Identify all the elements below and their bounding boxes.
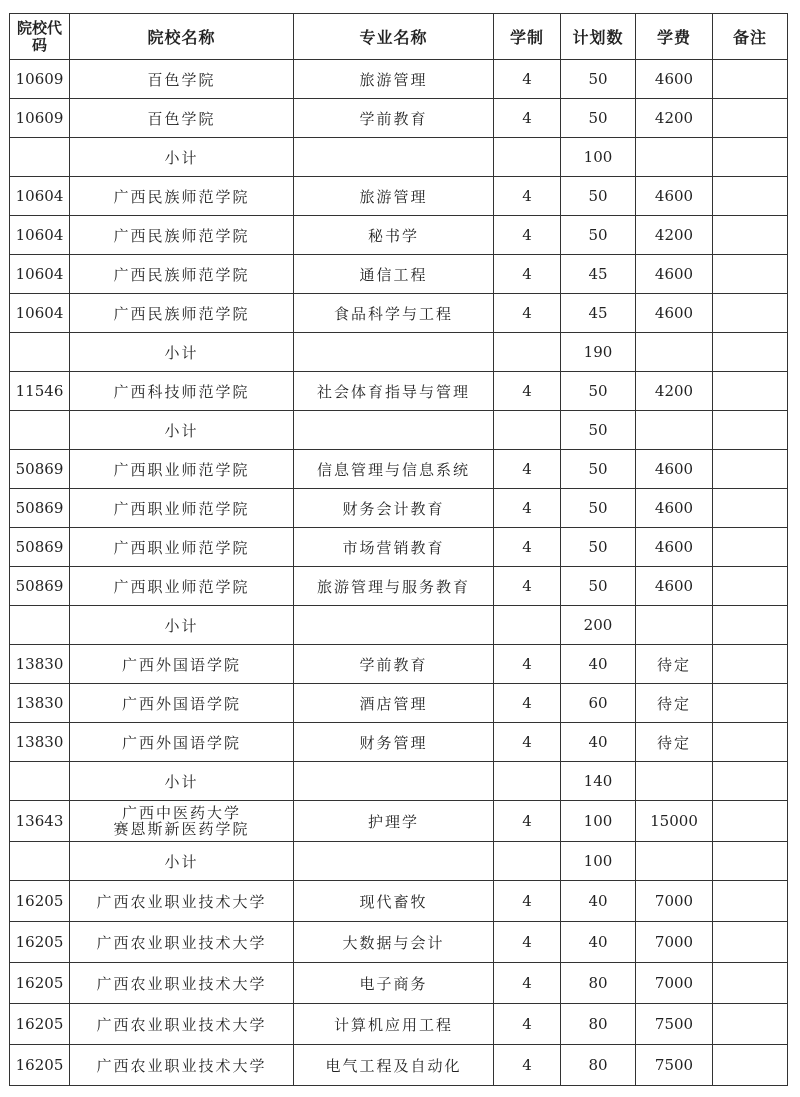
- table-row: [10, 216, 788, 255]
- table-row: [10, 723, 788, 762]
- cell-code: 50869: [10, 567, 70, 606]
- cell-major: [294, 138, 494, 177]
- cell-years: 4: [494, 1045, 561, 1086]
- table-row: [10, 1004, 788, 1045]
- cell-fee: [636, 411, 713, 450]
- cell-major: 旅游管理: [294, 177, 494, 216]
- cell-years: 4: [494, 645, 561, 684]
- cell-subtotal-label: 小计: [70, 138, 294, 177]
- cell-school: 广西职业师范学院: [70, 528, 294, 567]
- cell-major: 信息管理与信息系统: [294, 450, 494, 489]
- cell-code: 13830: [10, 723, 70, 762]
- table-header-row: [10, 14, 788, 60]
- cell-years: [494, 411, 561, 450]
- cell-major: 计算机应用工程: [294, 1004, 494, 1045]
- cell-fee: 7500: [636, 1045, 713, 1086]
- cell-years: [494, 138, 561, 177]
- cell-fee: 4200: [636, 99, 713, 138]
- cell-major: 电气工程及自动化: [294, 1045, 494, 1086]
- cell-plan: 40: [561, 723, 636, 762]
- cell-major: 学前教育: [294, 645, 494, 684]
- table-row: [10, 255, 788, 294]
- cell-school: 广西外国语学院: [70, 645, 294, 684]
- cell-subtotal-label: 小计: [70, 842, 294, 881]
- cell-note: [713, 372, 788, 411]
- cell-code: 13830: [10, 645, 70, 684]
- cell-note: [713, 528, 788, 567]
- cell-code: 50869: [10, 489, 70, 528]
- cell-plan: 100: [561, 801, 636, 842]
- cell-code: [10, 411, 70, 450]
- cell-plan-total: 200: [561, 606, 636, 645]
- cell-note: [713, 922, 788, 963]
- table-row: [10, 645, 788, 684]
- cell-fee: 4600: [636, 294, 713, 333]
- cell-years: [494, 606, 561, 645]
- cell-major: 电子商务: [294, 963, 494, 1004]
- cell-plan: 60: [561, 684, 636, 723]
- header-fee: 学费: [636, 14, 713, 60]
- cell-note: [713, 294, 788, 333]
- cell-note: [713, 411, 788, 450]
- header-note: 备注: [713, 14, 788, 60]
- cell-subtotal-label: 小计: [70, 333, 294, 372]
- header-school: 院校名称: [70, 14, 294, 60]
- cell-major: 酒店管理: [294, 684, 494, 723]
- table-row: [10, 567, 788, 606]
- cell-fee: 4600: [636, 60, 713, 99]
- header-code: 院校代码: [10, 14, 70, 60]
- cell-fee: [636, 762, 713, 801]
- cell-note: [713, 1004, 788, 1045]
- cell-note: [713, 567, 788, 606]
- cell-note: [713, 60, 788, 99]
- cell-school: 广西农业职业技术大学: [70, 1004, 294, 1045]
- table-row: [10, 922, 788, 963]
- subtotal-row: [10, 411, 788, 450]
- cell-major: [294, 411, 494, 450]
- header-plan: 计划数: [561, 14, 636, 60]
- cell-years: 4: [494, 801, 561, 842]
- cell-note: [713, 842, 788, 881]
- cell-major: 社会体育指导与管理: [294, 372, 494, 411]
- cell-years: 4: [494, 1004, 561, 1045]
- subtotal-row: [10, 842, 788, 881]
- table-row: [10, 294, 788, 333]
- cell-note: [713, 99, 788, 138]
- cell-subtotal-label: 小计: [70, 606, 294, 645]
- cell-major: [294, 842, 494, 881]
- table-row: [10, 372, 788, 411]
- cell-code: [10, 606, 70, 645]
- cell-years: 4: [494, 177, 561, 216]
- table-row: [10, 60, 788, 99]
- cell-code: 11546: [10, 372, 70, 411]
- cell-school: 广西职业师范学院: [70, 450, 294, 489]
- cell-note: [713, 1045, 788, 1086]
- table-row: [10, 881, 788, 922]
- cell-school: 广西民族师范学院: [70, 216, 294, 255]
- cell-years: 4: [494, 723, 561, 762]
- cell-code: [10, 842, 70, 881]
- cell-fee: 4600: [636, 489, 713, 528]
- cell-note: [713, 177, 788, 216]
- cell-years: 4: [494, 528, 561, 567]
- cell-school: 广西民族师范学院: [70, 255, 294, 294]
- cell-years: 4: [494, 684, 561, 723]
- cell-subtotal-label: 小计: [70, 762, 294, 801]
- cell-school: 广西职业师范学院: [70, 489, 294, 528]
- table-row: [10, 684, 788, 723]
- cell-major: 大数据与会计: [294, 922, 494, 963]
- cell-fee: 4200: [636, 216, 713, 255]
- cell-plan-total: 100: [561, 138, 636, 177]
- cell-fee: 待定: [636, 684, 713, 723]
- cell-plan: 50: [561, 489, 636, 528]
- cell-years: [494, 333, 561, 372]
- cell-fee: 7000: [636, 963, 713, 1004]
- cell-school: 广西外国语学院: [70, 723, 294, 762]
- cell-code: 50869: [10, 450, 70, 489]
- cell-plan: 80: [561, 1004, 636, 1045]
- cell-fee: 4600: [636, 177, 713, 216]
- cell-years: 4: [494, 450, 561, 489]
- cell-plan: 50: [561, 567, 636, 606]
- cell-years: 4: [494, 489, 561, 528]
- cell-plan: 45: [561, 255, 636, 294]
- cell-code: [10, 333, 70, 372]
- cell-major: 财务管理: [294, 723, 494, 762]
- header-major: 专业名称: [294, 14, 494, 60]
- cell-major: 学前教育: [294, 99, 494, 138]
- cell-note: [713, 963, 788, 1004]
- cell-code: 10609: [10, 99, 70, 138]
- cell-code: 13643: [10, 801, 70, 842]
- cell-plan: 50: [561, 60, 636, 99]
- cell-note: [713, 138, 788, 177]
- cell-plan: 50: [561, 372, 636, 411]
- cell-school: 百色学院: [70, 60, 294, 99]
- cell-code: 16205: [10, 963, 70, 1004]
- enrollment-plan-table: [9, 13, 788, 1086]
- cell-plan: 80: [561, 963, 636, 1004]
- cell-code: 10604: [10, 294, 70, 333]
- cell-code: 10604: [10, 177, 70, 216]
- cell-major: 市场营销教育: [294, 528, 494, 567]
- cell-note: [713, 762, 788, 801]
- cell-school: 百色学院: [70, 99, 294, 138]
- cell-fee: 4600: [636, 450, 713, 489]
- table-row: [10, 450, 788, 489]
- cell-fee: 15000: [636, 801, 713, 842]
- cell-code: 50869: [10, 528, 70, 567]
- cell-plan: 50: [561, 99, 636, 138]
- cell-fee: 4600: [636, 528, 713, 567]
- cell-plan: 50: [561, 450, 636, 489]
- cell-major: 通信工程: [294, 255, 494, 294]
- subtotal-row: [10, 138, 788, 177]
- cell-plan: 40: [561, 881, 636, 922]
- cell-fee: 7000: [636, 881, 713, 922]
- table-row: [10, 801, 788, 842]
- cell-code: 16205: [10, 1004, 70, 1045]
- cell-note: [713, 450, 788, 489]
- cell-school: 广西农业职业技术大学: [70, 963, 294, 1004]
- cell-school: 广西民族师范学院: [70, 177, 294, 216]
- cell-major: 旅游管理: [294, 60, 494, 99]
- cell-note: [713, 333, 788, 372]
- cell-plan: 50: [561, 528, 636, 567]
- cell-plan: 50: [561, 177, 636, 216]
- cell-years: [494, 762, 561, 801]
- table-row: [10, 177, 788, 216]
- cell-note: [713, 645, 788, 684]
- cell-major: 秘书学: [294, 216, 494, 255]
- cell-fee: 4600: [636, 255, 713, 294]
- cell-school: 广西外国语学院: [70, 684, 294, 723]
- cell-years: 4: [494, 99, 561, 138]
- table-row: [10, 1045, 788, 1086]
- cell-fee: 4600: [636, 567, 713, 606]
- subtotal-row: [10, 762, 788, 801]
- cell-note: [713, 216, 788, 255]
- cell-note: [713, 801, 788, 842]
- cell-note: [713, 684, 788, 723]
- cell-note: [713, 723, 788, 762]
- cell-code: 16205: [10, 881, 70, 922]
- cell-major: [294, 762, 494, 801]
- cell-fee: 7000: [636, 922, 713, 963]
- subtotal-row: [10, 333, 788, 372]
- cell-plan: 40: [561, 922, 636, 963]
- cell-school: 广西民族师范学院: [70, 294, 294, 333]
- cell-fee: 7500: [636, 1004, 713, 1045]
- cell-plan: 40: [561, 645, 636, 684]
- cell-fee: 待定: [636, 645, 713, 684]
- cell-plan: 50: [561, 216, 636, 255]
- table-row: [10, 528, 788, 567]
- cell-years: 4: [494, 922, 561, 963]
- school-name-line-1: 广西中医药大学: [121, 804, 241, 822]
- cell-years: 4: [494, 567, 561, 606]
- cell-major: [294, 606, 494, 645]
- header-years: 学制: [494, 14, 561, 60]
- table-row: [10, 963, 788, 1004]
- cell-plan-total: 140: [561, 762, 636, 801]
- cell-plan-total: 190: [561, 333, 636, 372]
- cell-code: [10, 762, 70, 801]
- table-row: [10, 489, 788, 528]
- cell-fee: 4200: [636, 372, 713, 411]
- cell-note: [713, 489, 788, 528]
- cell-years: 4: [494, 216, 561, 255]
- cell-fee: [636, 138, 713, 177]
- cell-plan-total: 100: [561, 842, 636, 881]
- cell-years: [494, 842, 561, 881]
- table-row: [10, 99, 788, 138]
- cell-note: [713, 606, 788, 645]
- cell-code: [10, 138, 70, 177]
- cell-code: 10609: [10, 60, 70, 99]
- cell-years: 4: [494, 881, 561, 922]
- cell-years: 4: [494, 963, 561, 1004]
- cell-major: 财务会计教育: [294, 489, 494, 528]
- cell-school: 广西职业师范学院: [70, 567, 294, 606]
- cell-major: 旅游管理与服务教育: [294, 567, 494, 606]
- cell-note: [713, 255, 788, 294]
- school-name-line-2: 赛恩斯新医药学院: [113, 820, 250, 838]
- cell-note: [713, 881, 788, 922]
- cell-fee: [636, 333, 713, 372]
- cell-fee: [636, 842, 713, 881]
- cell-code: 13830: [10, 684, 70, 723]
- cell-school: 广西农业职业技术大学: [70, 881, 294, 922]
- cell-plan-total: 50: [561, 411, 636, 450]
- cell-plan: 45: [561, 294, 636, 333]
- cell-major: 现代畜牧: [294, 881, 494, 922]
- cell-major: [294, 333, 494, 372]
- cell-school: 广西农业职业技术大学: [70, 1045, 294, 1086]
- cell-code: 10604: [10, 216, 70, 255]
- cell-years: 4: [494, 372, 561, 411]
- cell-years: 4: [494, 60, 561, 99]
- cell-school: 广西农业职业技术大学: [70, 922, 294, 963]
- cell-code: 10604: [10, 255, 70, 294]
- cell-code: 16205: [10, 1045, 70, 1086]
- cell-years: 4: [494, 255, 561, 294]
- cell-school: 广西科技师范学院: [70, 372, 294, 411]
- table-body: [10, 60, 788, 1086]
- cell-years: 4: [494, 294, 561, 333]
- cell-school: [70, 801, 294, 842]
- cell-fee: 待定: [636, 723, 713, 762]
- cell-code: 16205: [10, 922, 70, 963]
- cell-plan: 80: [561, 1045, 636, 1086]
- cell-major: 食品科学与工程: [294, 294, 494, 333]
- cell-subtotal-label: 小计: [70, 411, 294, 450]
- cell-major: 护理学: [294, 801, 494, 842]
- cell-fee: [636, 606, 713, 645]
- subtotal-row: [10, 606, 788, 645]
